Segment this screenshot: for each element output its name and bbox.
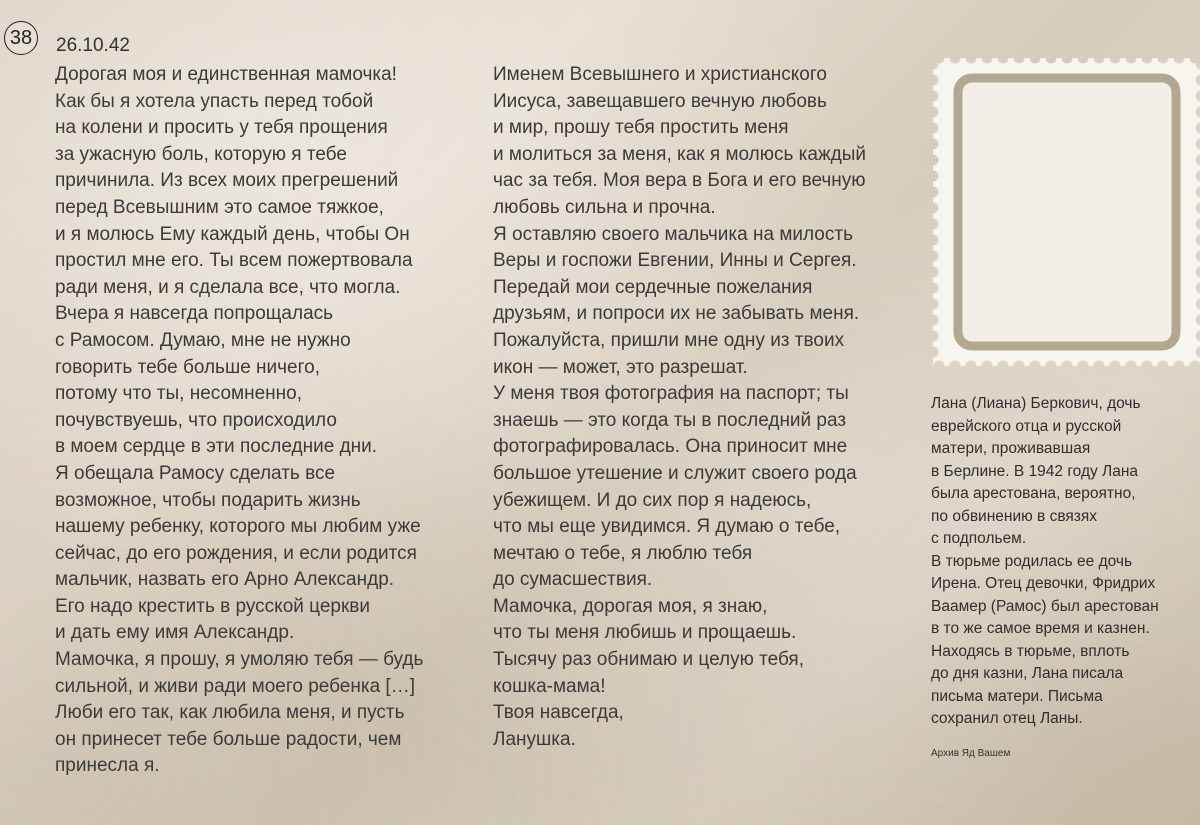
caption-line: до дня казни, Лана писала — [931, 665, 1124, 682]
letter-line: мечтаю о тебе, я люблю тебя — [493, 542, 753, 564]
letter-line: Его надо крестить в русской церкви — [55, 595, 370, 617]
letter-line: Мамочка, дорогая моя, я знаю, — [493, 595, 768, 617]
caption-line: В тюрьме родилась ее дочь — [931, 552, 1133, 570]
archive-credit: Архив Яд Вашем — [931, 748, 1011, 759]
letter-line: Люби его так, как любила меня, и пусть — [55, 702, 405, 724]
caption-line: в то же самое время и казнен. — [931, 620, 1150, 637]
letter-line: друзьям, и попроси их не забывать меня. — [493, 303, 860, 325]
letter-line: фотографировалась. Она приносит мне — [493, 436, 848, 458]
letter-line: Именем Всевышнего и христианского — [493, 64, 827, 85]
letter-line: перед Всевышним это самое тяжкое, — [55, 196, 384, 218]
letter-line: на колени и просить у тебя прощения — [55, 117, 388, 139]
letter-line: Мамочка, я прошу, я умоляю тебя — будь — [55, 649, 424, 671]
letter-column-right — [493, 62, 866, 753]
postage-stamp-frame-icon — [931, 56, 1200, 368]
letter-line: убежищем. И до сих пор я надеюсь, — [493, 489, 812, 511]
letter-line: час за тебя. Моя вера в Бога и его вечную — [493, 170, 866, 192]
caption-line: по обвинению в связях — [931, 507, 1098, 525]
letter-line: Я оставляю своего мальчика на милость — [493, 223, 853, 245]
letter-line: нашему ребенку, которого мы любим уже — [55, 516, 421, 538]
letter-line: Веры и госпожи Евгении, Инны и Сергея. — [493, 250, 857, 272]
letter-line: ради меня, и я сделала все, что могла. — [55, 276, 401, 298]
page-number: 38 — [4, 21, 38, 55]
letter-line: простил мне его. Ты всем пожертвовала — [55, 250, 413, 272]
letter-line: в моем сердце в эти последние дни. — [55, 436, 378, 458]
letter-line: за ужасную боль, которую я тебе — [55, 143, 347, 165]
letter-line: Ланушка. — [493, 728, 576, 750]
caption-line: матери, проживавшая — [931, 440, 1091, 457]
letter-line: У меня твоя фотография на паспорт; ты — [493, 383, 849, 405]
caption-line: сохранил отец Ланы. — [931, 710, 1083, 727]
letter-line: сейчас, до его рождения, и если родится — [55, 542, 417, 564]
letter-line: и мир, прошу тебя простить меня — [493, 117, 789, 139]
letter-line: любовь сильна и прочна. — [493, 196, 716, 218]
letter-line: говорить тебе больше ничего, — [55, 356, 320, 378]
caption-line: была арестована, вероятно, — [931, 485, 1136, 502]
letter-line: и дать ему имя Александр. — [55, 622, 295, 644]
caption-line: еврейского отца и русской — [931, 417, 1122, 435]
letter-line: Я обещала Рамосу сделать все — [55, 462, 336, 484]
photo-caption — [931, 393, 1159, 731]
letter-line: что мы еще увидимся. Я думаю о тебе, — [493, 516, 841, 538]
letter-line: потому что ты, несомненно, — [55, 383, 302, 405]
letter-line: до сумасшествия. — [493, 569, 653, 591]
caption-line: Ирена. Отец девочки, Фридрих — [931, 575, 1156, 592]
caption-line: Находясь в тюрьме, вплоть — [931, 642, 1130, 660]
letter-line: Как бы я хотела упасть перед тобой — [55, 90, 374, 112]
letter-line: причинила. Из всех моих прегрешений — [55, 170, 399, 192]
letter-line: Вчера я навсегда попрощалась — [55, 303, 334, 325]
letter-column-left — [55, 62, 423, 780]
letter-line: кошка-мама! — [493, 675, 606, 697]
letter-line: что ты меня любишь и прощаешь. — [493, 622, 797, 644]
letter-line: большое утешение и служит своего рода — [493, 462, 857, 484]
letter-line: Дорогая моя и единственная мамочка! — [55, 64, 397, 85]
letter-line: возможное, чтобы подарить жизнь — [55, 489, 361, 511]
letter-line: икон — может, это разрешат. — [493, 356, 748, 378]
letter-line: почувствуешь, что происходило — [55, 409, 337, 431]
caption-line: с подпольем. — [931, 530, 1027, 547]
caption-line: Лана (Лиана) Беркович, дочь — [931, 395, 1141, 412]
letter-date: 26.10.42 — [56, 35, 130, 56]
letter-line: Пожалуйста, пришли мне одну из твоих — [493, 329, 845, 351]
letter-line: с Рамосом. Думаю, мне не нужно — [55, 329, 351, 351]
letter-line: и я молюсь Ему каждый день, чтобы Он — [55, 223, 410, 245]
caption-line: письма матери. Письма — [931, 687, 1103, 705]
letter-line: Иисуса, завещавшего вечную любовь — [493, 90, 827, 112]
letter-line: мальчик, назвать его Арно Александр. — [55, 569, 395, 591]
letter-line: он принесет тебе больше радости, чем — [55, 728, 402, 750]
letter-line: Передай мои сердечные пожелания — [493, 276, 813, 298]
letter-line: принесла я. — [55, 755, 160, 777]
letter-line: Тысячу раз обнимаю и целую тебя, — [493, 649, 805, 671]
letter-line: сильной, и живи ради моего ребенка […] — [55, 675, 415, 697]
letter-line: знаешь — это когда ты в последний раз — [493, 409, 847, 431]
caption-line: в Берлине. В 1942 году Лана — [931, 462, 1139, 480]
letter-line: и молиться за меня, как я молюсь каждый — [493, 143, 867, 165]
letter-line: Твоя навсегда, — [493, 702, 624, 724]
caption-line: Ваамер (Рамос) был арестован — [931, 597, 1159, 615]
